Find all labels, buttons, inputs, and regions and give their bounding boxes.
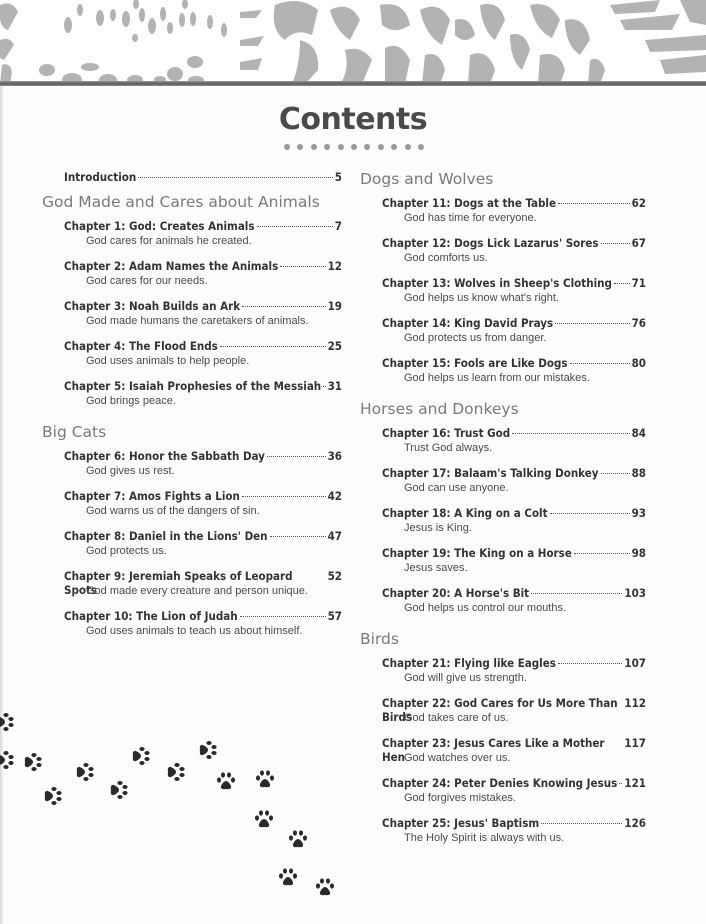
entry-page: 5 [334, 170, 342, 184]
toc-entry[interactable] [382, 506, 646, 536]
entry-description: The Holy Spirit is always with us. [404, 832, 565, 844]
leopard-print-header [0, 0, 706, 84]
entry-description: God helps us control our mouths. [404, 602, 567, 614]
toc-entry[interactable] [382, 276, 646, 306]
entry-description: God protects us from danger. [404, 332, 547, 344]
entry-page: 84 [631, 426, 646, 440]
dot-leader [558, 663, 623, 664]
entry-title: Chapter 12: Dogs Lick Lazarus' Sores [382, 236, 599, 250]
section-heading-god-made-animals: God Made and Cares about Animals [42, 193, 320, 211]
title-dots-decoration [284, 144, 424, 152]
dot-leader [574, 553, 630, 554]
entry-title: Introduction [64, 170, 137, 184]
entry-title: Chapter 20: A Horse's Bit [382, 586, 530, 600]
dot-leader [570, 363, 630, 364]
entry-description: Jesus saves. [404, 562, 468, 574]
entry-title: Chapter 4: The Flood Ends [64, 339, 218, 353]
toc-entry[interactable] [382, 236, 646, 266]
entry-description: God uses animals to teach us about himself. [86, 625, 303, 637]
entry-title: Chapter 8: Daniel in the Lions' Den [64, 529, 268, 543]
entry-description: God warns us of the dangers of sin. [86, 505, 260, 517]
entry-title: Chapter 5: Isaiah Prophesies of the Messiah [64, 379, 322, 393]
toc-entry[interactable] [382, 816, 646, 846]
dot-leader [619, 783, 622, 784]
entry-description: God made humans the caretakers of animals. [86, 315, 309, 327]
entry-page: 117 [624, 736, 646, 750]
entry-page: 103 [624, 586, 646, 600]
entry-page: 126 [624, 816, 646, 830]
entry-title: Chapter 13: Wolves in Sheep's Clothing [382, 276, 612, 290]
toc-entry[interactable] [382, 546, 646, 576]
entry-description: Jesus is King. [404, 522, 472, 534]
entry-page: 121 [624, 776, 646, 790]
entry-page: 12 [327, 259, 342, 273]
section-heading-big-cats: Big Cats [42, 423, 107, 441]
toc-entry[interactable] [64, 569, 342, 599]
toc-entry[interactable] [64, 379, 342, 409]
entry-page: 42 [327, 489, 342, 503]
section-heading-birds: Birds [360, 630, 399, 648]
entry-title: Chapter 7: Amos Fights a Lion [64, 489, 240, 503]
entry-title: Chapter 25: Jesus' Baptism [382, 816, 540, 830]
entry-title: Chapter 15: Fools are Like Dogs [382, 356, 568, 370]
entry-title: Chapter 16: Trust God [382, 426, 511, 440]
entry-page: 93 [631, 506, 646, 520]
dot-leader [323, 386, 325, 387]
entry-title: Chapter 22: God Cares for Us More Than Birds [382, 696, 618, 724]
entry-description: God uses animals to help people. [86, 355, 250, 367]
dot-leader [555, 323, 629, 324]
toc-entry[interactable] [64, 339, 342, 369]
entry-page: 98 [631, 546, 646, 560]
toc-entry[interactable] [64, 259, 342, 289]
entry-page: 7 [334, 219, 342, 233]
entry-description: God helps us know what's right. [404, 292, 559, 304]
entry-title: Chapter 17: Balaam's Talking Donkey [382, 466, 599, 480]
paw-print-trail [0, 700, 350, 924]
entry-title: Chapter 1: God: Creates Animals [64, 219, 255, 233]
entry-description: God can use anyone. [404, 482, 509, 494]
toc-entry[interactable] [64, 609, 342, 639]
toc-entry[interactable] [64, 529, 342, 559]
section-heading-horses-donkeys: Horses and Donkeys [360, 400, 519, 418]
entry-page: 47 [327, 529, 342, 543]
entry-description: God comforts us. [404, 252, 488, 264]
entry-title: Chapter 9: Jeremiah Speaks of Leopard Spots [64, 569, 293, 597]
entry-page: 57 [327, 609, 342, 623]
toc-entry-introduction[interactable] [64, 170, 342, 187]
entry-page: 52 [327, 569, 342, 583]
entry-title: Chapter 24: Peter Denies Knowing Jesus [382, 776, 618, 790]
entry-page: 88 [631, 466, 646, 480]
entry-page: 31 [327, 379, 342, 393]
entry-title: Chapter 11: Dogs at the Table [382, 196, 556, 210]
entry-description: God takes care of us. [404, 712, 509, 724]
entry-page: 112 [624, 696, 646, 710]
toc-entry[interactable] [382, 316, 646, 346]
dot-leader [601, 243, 630, 244]
entry-page: 19 [327, 299, 342, 313]
entry-title: Chapter 18: A King on a Colt [382, 506, 548, 520]
toc-entry[interactable] [64, 449, 342, 479]
toc-entry[interactable] [382, 736, 646, 766]
paw-print-icon [0, 713, 334, 895]
entry-description: God watches over us. [404, 752, 511, 764]
dot-leader [541, 823, 622, 824]
section-heading-dogs-wolves: Dogs and Wolves [360, 170, 494, 188]
entry-description: God helps us learn from our mistakes. [404, 372, 590, 384]
toc-entry[interactable] [64, 489, 342, 519]
toc-entry[interactable] [382, 696, 646, 726]
entry-description: God cares for our needs. [86, 275, 208, 287]
entry-title: Chapter 2: Adam Names the Animals [64, 259, 279, 273]
page-title: Contents [278, 102, 428, 137]
entry-description: God made every creature and person unique. [86, 585, 308, 597]
dot-leader [242, 496, 326, 497]
entry-description: God has time for everyone. [404, 212, 537, 224]
entry-description: God protects us. [86, 545, 167, 557]
entry-page: 36 [327, 449, 342, 463]
dot-leader [512, 433, 629, 434]
dot-leader [550, 513, 630, 514]
entry-description: God gives us rest. [86, 465, 175, 477]
toc-left-column [42, 170, 342, 649]
entry-page: 80 [631, 356, 646, 370]
toc-entry[interactable] [382, 586, 646, 616]
dot-leader [558, 203, 630, 204]
entry-description: God cares for animals he created. [86, 235, 252, 247]
toc-entry[interactable] [382, 356, 646, 386]
toc-entry[interactable] [382, 656, 646, 686]
entry-description: God brings peace. [86, 395, 176, 407]
dot-leader [257, 226, 333, 227]
toc-entry[interactable] [64, 299, 342, 329]
dot-leader [267, 456, 326, 457]
toc-entry[interactable] [382, 466, 646, 496]
dot-leader [220, 346, 326, 347]
dot-leader [601, 473, 630, 474]
entry-title: Chapter 21: Flying like Eagles [382, 656, 556, 670]
dot-leader [138, 177, 333, 178]
entry-title: Chapter 6: Honor the Sabbath Day [64, 449, 265, 463]
entry-title: Chapter 14: King David Prays [382, 316, 554, 330]
entry-title: Chapter 19: The King on a Horse [382, 546, 572, 560]
toc-entry[interactable] [382, 776, 646, 806]
entry-description: God forgives mistakes. [404, 792, 516, 804]
entry-title: Chapter 23: Jesus Cares Like a Mother Hen [382, 736, 605, 764]
toc-right-column [360, 170, 646, 856]
dot-leader [614, 283, 630, 284]
entry-page: 25 [327, 339, 342, 353]
entry-page: 62 [631, 196, 646, 210]
dot-leader [531, 593, 622, 594]
entry-page: 67 [631, 236, 646, 250]
entry-page: 107 [624, 656, 646, 670]
dot-leader [270, 536, 326, 537]
toc-entry[interactable] [382, 196, 646, 226]
entry-description: God will give us strength. [404, 672, 527, 684]
dot-leader [242, 306, 325, 307]
leopard-spots-icon [0, 0, 706, 84]
dot-leader [280, 266, 325, 267]
toc-entry[interactable] [64, 219, 342, 249]
dot-leader [240, 616, 326, 617]
header-divider [0, 81, 706, 86]
toc-entry[interactable] [382, 426, 646, 456]
entry-title: Chapter 10: The Lion of Judah [64, 609, 238, 623]
entry-title: Chapter 3: Noah Builds an Ark [64, 299, 241, 313]
entry-page: 71 [631, 276, 646, 290]
entry-description: Trust God always. [404, 442, 493, 454]
entry-page: 76 [631, 316, 646, 330]
